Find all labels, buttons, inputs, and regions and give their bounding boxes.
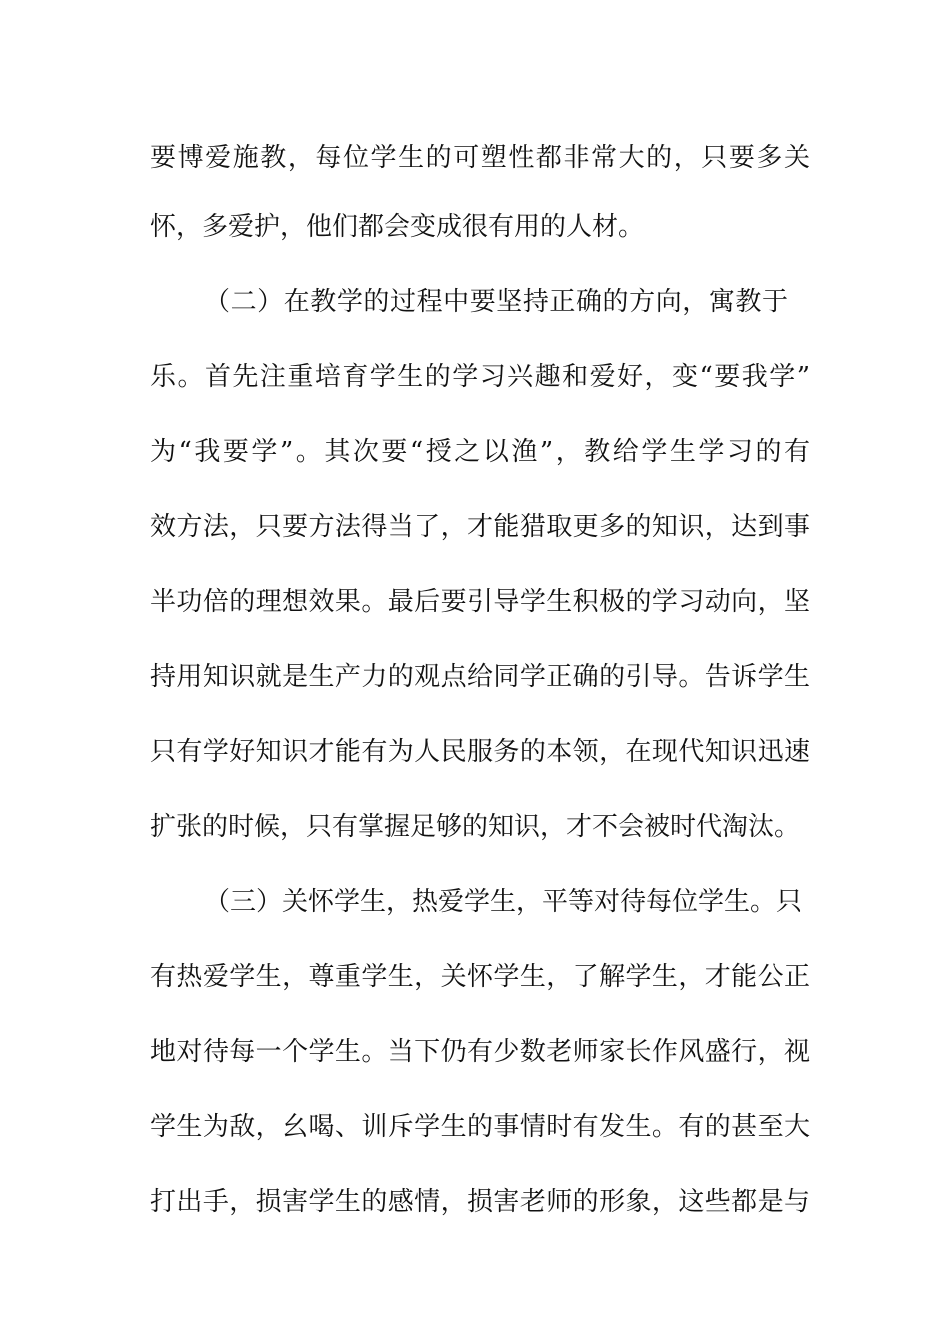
text-line-7: 半功倍的理想效果。最后要引导学生积极的学习动向，坚 <box>150 587 810 617</box>
text-line-15: 打出手，损害学生的感情，损害老师的形象，这些都是与 <box>150 1187 810 1217</box>
text-line-5: 为“我要学”。其次要“授之以渔”，教给学生学习的有 <box>150 437 810 467</box>
text-line-10: 扩张的时候，只有掌握足够的知识，才不会被时代淘汰。 <box>150 812 801 842</box>
text-line-6: 效方法，只要方法得当了，才能猎取更多的知识，达到事 <box>150 512 810 542</box>
text-line-2: 怀，多爱护，他们都会变成很有用的人材。 <box>150 212 645 242</box>
text-line-1: 要博爱施教，每位学生的可塑性都非常大的，只要多关 <box>150 143 810 173</box>
text-line-13: 地对待每一个学生。当下仍有少数老师家长作风盛行，视 <box>150 1037 810 1067</box>
text-line-14: 学生为敌，幺喝、训斥学生的事情时有发生。有的甚至大 <box>150 1112 810 1142</box>
text-line-8: 持用知识就是生产力的观点给同学正确的引导。告诉学生 <box>150 662 810 692</box>
text-line-11: （三）关怀学生，热爱学生，平等对待每位学生。只 <box>204 887 803 917</box>
text-line-9: 只有学好知识才能有为人民服务的本领，在现代知识迅速 <box>150 737 810 767</box>
text-line-3: （二）在教学的过程中要坚持正确的方向，寓教于 <box>204 287 788 317</box>
text-line-4: 乐。首先注重培育学生的学习兴趣和爱好，变“要我学” <box>150 362 810 392</box>
text-line-12: 有热爱学生，尊重学生，关怀学生，了解学生，才能公正 <box>150 962 810 992</box>
